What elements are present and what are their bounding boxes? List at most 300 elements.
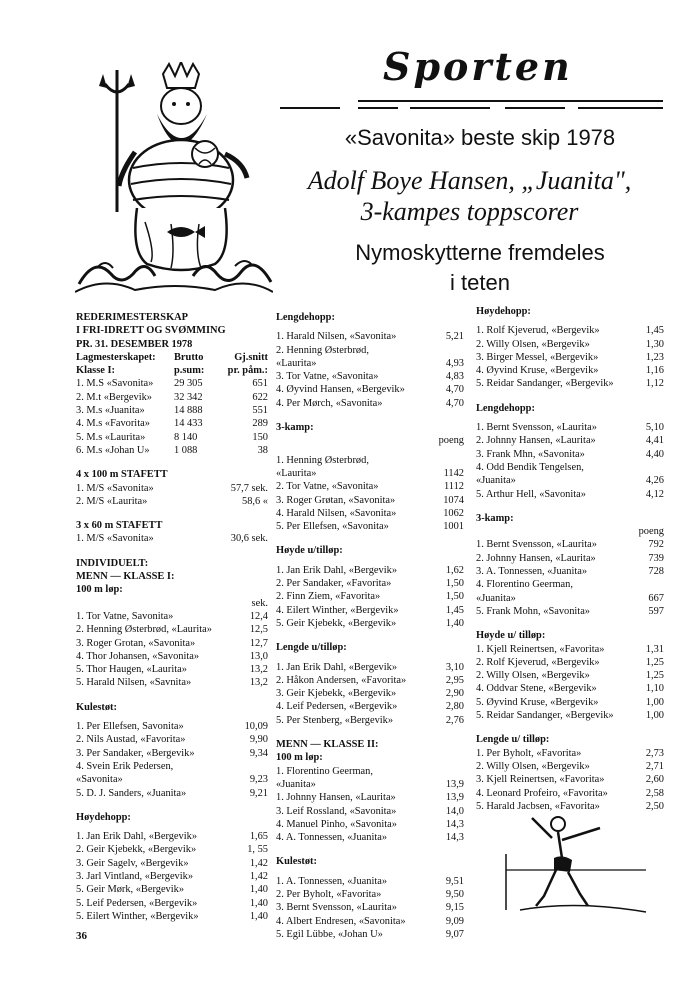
result-value: 2,90 <box>445 688 464 700</box>
result-name: 2. M/S «Laurita» <box>76 495 148 507</box>
result-row <box>276 661 464 674</box>
result-row <box>476 696 664 709</box>
result-name: 4. Albert Endresen, «Savonita» <box>276 915 406 927</box>
section-masthead: Sporten <box>383 44 573 89</box>
result-row <box>276 590 464 603</box>
headline-1: «Savonita» beste skip 1978 <box>344 125 616 150</box>
result-name: 4. Manuel Pinho, «Savonita» <box>276 818 397 830</box>
result-name: 4. A. Tonnessen, «Juanita» <box>276 832 388 844</box>
lengde-u-tillop-k2-title: Lengde u/ tilløp: <box>476 734 550 746</box>
result-value: 4,41 <box>645 435 664 447</box>
result-row <box>476 448 664 461</box>
result-row <box>76 897 268 910</box>
result-value: 1,50 <box>445 591 464 603</box>
result-value: 1,12 <box>645 378 664 390</box>
trekamp-k2-list <box>476 538 664 618</box>
result-name: «Savonita» <box>76 774 123 786</box>
result-name: «Laurita» <box>276 357 317 369</box>
team-average: 551 <box>252 405 268 417</box>
result-name: 1. Jan Erik Dahl, «Bergevik» <box>76 831 198 843</box>
result-name: 1. Johnny Hansen, «Laurita» <box>276 792 396 804</box>
result-value: 9,21 <box>249 787 268 799</box>
hoyde-u-tillop-k2-list <box>476 643 664 723</box>
dash-rule <box>505 107 565 109</box>
column-3 <box>476 305 664 813</box>
result-row <box>76 610 268 623</box>
result-value: 2,73 <box>645 747 664 759</box>
headline-3 <box>300 238 660 298</box>
result-row <box>476 461 664 474</box>
result-name: 5. Geir Kjebekk, «Bergevik» <box>276 617 397 629</box>
result-row <box>276 617 464 630</box>
result-row <box>276 805 464 818</box>
stafett-1-title: 4 x 100 m STAFETT <box>76 469 168 481</box>
result-row <box>476 760 664 773</box>
result-value: 1001 <box>443 521 464 533</box>
result-name: 4. Leonard Profeiro, «Favorita» <box>476 787 608 799</box>
result-name: 4. Per Mørch, «Savonita» <box>276 397 383 409</box>
lengde-u-tillop-k2-list <box>476 747 664 813</box>
result-name: 3. Geir Kjebekk, «Bergevik» <box>276 688 397 700</box>
result-row <box>76 720 268 733</box>
result-name: 3. Kjell Reinertsen, «Favorita» <box>476 774 605 786</box>
result-name: 2. Nils Austad, «Favorita» <box>76 734 186 746</box>
result-value: 1,42 <box>249 870 268 882</box>
result-value: 13,2 <box>249 664 268 676</box>
col1-title-3: PR. 31. DESEMBER 1978 <box>76 338 193 350</box>
result-row <box>276 454 464 467</box>
result-name: 5. Øyvind Kruse, «Bergevik» <box>476 696 599 708</box>
th-c: pr. påm.: <box>227 365 268 377</box>
th-a: Klasse I: <box>76 365 115 377</box>
result-value: 2,95 <box>445 674 464 686</box>
trekamp-unit: poeng <box>438 435 464 447</box>
headline-2-line-1: Adolf Boye Hansen, „Juanita", <box>307 166 632 195</box>
result-row <box>276 818 464 831</box>
result-row <box>276 577 464 590</box>
result-name: 5. Geir Mørk, «Bergevik» <box>76 884 185 896</box>
result-name: 1. Rolf Kjeverud, «Bergevik» <box>476 325 600 337</box>
result-name: 4. Florentino Geerman, <box>476 579 573 591</box>
result-row <box>76 733 268 746</box>
result-value: 13,9 <box>445 792 464 804</box>
headline-3-line-2: i teten <box>450 270 510 295</box>
result-name: 1. Per Byholt, «Favorita» <box>476 747 582 759</box>
team-row <box>76 377 268 390</box>
result-value: 1,00 <box>645 710 664 722</box>
result-value: 1,45 <box>445 604 464 616</box>
result-value: 4,12 <box>645 488 664 500</box>
result-value: 728 <box>648 566 664 578</box>
result-row <box>476 747 664 760</box>
result-name: 2. Per Sandaker, «Favorita» <box>276 578 392 590</box>
result-name: 4. Oddvar Stene, «Bergevik» <box>476 683 597 695</box>
result-row <box>76 676 268 689</box>
result-name: 3. Geir Sagelv, «Bergevik» <box>76 857 189 869</box>
result-value: 1, 55 <box>247 844 268 856</box>
result-value: 14,3 <box>445 832 464 844</box>
result-row <box>476 709 664 722</box>
team-name: 3. M.s «Juanita» <box>76 405 145 417</box>
result-name: 1. Jan Erik Dahl, «Bergevik» <box>276 564 398 576</box>
th-a: Lagmesterskapet: <box>76 351 156 363</box>
result-value: 5,10 <box>645 422 664 434</box>
result-value: 1,62 <box>445 564 464 576</box>
result-name: 5. Reidar Sandanger, «Bergevik» <box>476 710 614 722</box>
headline-2 <box>272 165 667 227</box>
result-name: 1. Jan Erik Dahl, «Bergevik» <box>276 661 398 673</box>
result-row <box>276 700 464 713</box>
result-row <box>276 494 464 507</box>
hoyde-u-tillop-title: Høyde u/tilløp: <box>276 545 343 557</box>
result-value: 1,40 <box>249 910 268 922</box>
result-value: 1,50 <box>445 578 464 590</box>
result-name: 3. Jarl Vintland, «Bergevik» <box>76 870 194 882</box>
kulestot-list <box>76 720 268 800</box>
result-row <box>76 843 268 856</box>
result-row <box>276 765 464 778</box>
result-value: 10,09 <box>244 721 268 733</box>
result-value: 9,23 <box>249 774 268 786</box>
result-row <box>276 791 464 804</box>
hoydehopp-list <box>76 830 268 923</box>
result-value: 1,16 <box>645 365 664 377</box>
hoyde-u-tillop-k2-title: Høyde u/ tilløp: <box>476 630 546 642</box>
dash-rule <box>280 107 340 109</box>
team-row <box>76 444 268 457</box>
result-value: 3,10 <box>445 661 464 673</box>
result-row <box>276 778 464 791</box>
result-value: 1,25 <box>645 656 664 668</box>
result-row <box>276 875 464 888</box>
result-name: 1. Florentino Geerman, <box>276 765 373 777</box>
result-name: 2. Willy Olsen, «Bergevik» <box>476 338 590 350</box>
result-name: «Juanita» <box>276 778 316 790</box>
kulestot-k2-title: Kulestøt: <box>276 856 317 868</box>
result-name: 1. Bernt Svensson, «Laurita» <box>476 422 597 434</box>
result-value: 9,07 <box>445 928 464 940</box>
result-row <box>476 364 664 377</box>
result-name: 5. Eilert Winther, «Bergevik» <box>76 910 199 922</box>
result-value: 13,0 <box>249 650 268 662</box>
result-name: 1. Per Ellefsen, Savonita» <box>76 721 184 733</box>
result-value: 12,5 <box>249 624 268 636</box>
result-name: 3. Birger Messel, «Bergevik» <box>476 351 599 363</box>
headline-3-line-1: Nymoskytterne fremdeles <box>355 240 605 265</box>
team-row <box>76 404 268 417</box>
result-value: 12,7 <box>249 637 268 649</box>
th-b: Brutto <box>174 351 204 363</box>
result-name: 4. Eilert Winther, «Bergevik» <box>276 604 399 616</box>
result-value: 1,25 <box>645 670 664 682</box>
result-value: 14,3 <box>445 818 464 830</box>
result-value: 13,2 <box>249 677 268 689</box>
lengdehopp-k2-list <box>476 421 664 501</box>
result-name: 2. Johnny Hansen, «Laurita» <box>476 435 596 447</box>
result-name: 1. Tor Vatne, Savonita» <box>76 610 174 622</box>
result-name: 2. Willy Olsen, «Bergevik» <box>476 760 590 772</box>
hoydehopp-k2-title: Høydehopp: <box>476 306 531 317</box>
result-name: 3. Per Sandaker, «Bergevik» <box>76 747 195 759</box>
result-name: 4. Svein Erik Pedersen, <box>76 760 174 772</box>
result-row <box>276 901 464 914</box>
result-row <box>476 656 664 669</box>
result-row <box>476 682 664 695</box>
result-row <box>76 663 268 676</box>
result-row <box>76 883 268 896</box>
result-name: 5. Frank Mohn, «Savonita» <box>476 605 591 617</box>
team-brutto: 32 342 <box>174 391 203 403</box>
result-row <box>476 552 664 565</box>
team-name: 4. M.s «Favorita» <box>76 418 150 430</box>
result-value: 2,71 <box>645 760 664 772</box>
result-row <box>476 434 664 447</box>
result-name: «Laurita» <box>276 467 317 479</box>
result-row <box>476 538 664 551</box>
result-value: 13,9 <box>445 778 464 790</box>
team-average: 289 <box>252 418 268 430</box>
result-value: 1,40 <box>445 617 464 629</box>
result-row <box>76 747 268 760</box>
lengde-u-tillop-list <box>276 661 464 727</box>
result-name: 3. A. Tonnessen, «Juanita» <box>476 566 588 578</box>
result-value: 2,60 <box>645 774 664 786</box>
team-table <box>76 377 268 457</box>
result-row <box>76 773 268 786</box>
result-name: 2. Henning Østerbrød, <box>276 344 369 356</box>
result-value: 4,83 <box>445 371 464 383</box>
result-value: 1,40 <box>249 897 268 909</box>
result-value: 9,90 <box>249 734 268 746</box>
m100-k2-title: 100 m løp: <box>276 752 323 764</box>
team-table-header <box>76 351 268 364</box>
result-value: 2,80 <box>445 701 464 713</box>
result-row <box>476 669 664 682</box>
team-brutto: 14 888 <box>174 405 203 417</box>
masthead-rule <box>358 100 663 102</box>
result-value: 1062 <box>443 507 464 519</box>
result-row <box>276 714 464 727</box>
result-value: 57,7 sek. <box>230 482 268 494</box>
result-name: 1. Henning Østerbrød, <box>276 454 369 466</box>
result-row <box>276 687 464 700</box>
result-name: «Juanita» <box>476 475 516 487</box>
result-row <box>476 643 664 656</box>
result-value: 4,70 <box>445 397 464 409</box>
result-name: 1. Kjell Reinertsen, «Favorita» <box>476 643 605 655</box>
result-value: 4,93 <box>445 357 464 369</box>
hoydehopp-title: Høydehopp: <box>76 811 131 823</box>
result-row <box>276 370 464 383</box>
team-name: 2. M.t «Bergevik» <box>76 391 153 403</box>
result-name: 2. Tor Vatne, «Savonita» <box>276 481 379 493</box>
result-value: 792 <box>648 539 664 551</box>
result-row <box>76 870 268 883</box>
result-value: 9,15 <box>445 902 464 914</box>
trekamp-k2-unit: poeng <box>638 526 664 538</box>
team-table-header <box>76 364 268 377</box>
result-value: 1,45 <box>645 325 664 337</box>
result-row <box>276 480 464 493</box>
result-name: 5. Thor Haugen, «Laurita» <box>76 664 187 676</box>
result-row <box>276 831 464 844</box>
result-name: 2. Per Byholt, «Favorita» <box>276 888 382 900</box>
result-row <box>476 351 664 364</box>
result-name: 2. Finn Ziem, «Favorita» <box>276 591 381 603</box>
result-value: 12,4 <box>249 610 268 622</box>
result-row <box>476 421 664 434</box>
result-row <box>76 830 268 843</box>
result-row <box>276 467 464 480</box>
team-average: 651 <box>252 378 268 390</box>
team-brutto: 8 140 <box>174 431 198 443</box>
result-row <box>76 650 268 663</box>
trekamp-title: 3-kamp: <box>276 422 314 434</box>
result-name: 2. Geir Kjebekk, «Bergevik» <box>76 844 197 856</box>
menn-klasse-2-title: MENN — KLASSE II: <box>276 739 379 751</box>
result-row <box>276 344 464 357</box>
m100-k2-list <box>276 765 464 845</box>
result-name: 3. Frank Mhn, «Savonita» <box>476 448 585 460</box>
result-name: 5. Per Stenberg, «Bergevik» <box>276 714 394 726</box>
result-value: 1,40 <box>249 884 268 896</box>
result-name: 5. Egil Lübbe, «Johan U» <box>276 928 383 940</box>
result-value: 1074 <box>443 494 464 506</box>
dash-rule <box>578 107 663 109</box>
result-row <box>476 592 664 605</box>
result-row <box>76 787 268 800</box>
result-row <box>476 773 664 786</box>
result-row <box>476 565 664 578</box>
result-value: 2,50 <box>645 800 664 812</box>
result-row <box>276 564 464 577</box>
result-row <box>276 674 464 687</box>
result-name: 5. Per Ellefsen, «Savonita» <box>276 521 389 533</box>
result-row <box>76 482 268 495</box>
result-value: 58,6 « <box>242 495 268 507</box>
column-2 <box>276 311 464 941</box>
result-name: 1. Bernt Svensson, «Laurita» <box>476 539 597 551</box>
team-row <box>76 431 268 444</box>
result-row <box>76 623 268 636</box>
result-value: 30,6 sek. <box>230 533 268 545</box>
stafett-2-list <box>76 532 268 545</box>
result-row <box>276 507 464 520</box>
result-name: 4. Harald Nilsen, «Savonita» <box>276 507 397 519</box>
m100-list <box>76 610 268 690</box>
kulestot-title: Kulestøt: <box>76 701 117 713</box>
result-value: 1,00 <box>645 696 664 708</box>
result-name: 1. M/S «Savonita» <box>76 482 154 494</box>
result-row <box>476 474 664 487</box>
result-row <box>276 604 464 617</box>
result-value: 1,23 <box>645 351 664 363</box>
result-row <box>76 637 268 650</box>
result-value: 1,65 <box>249 831 268 843</box>
result-name: 2. Håkon Andersen, «Favorita» <box>276 674 407 686</box>
stafett-2-title: 3 x 60 m STAFETT <box>76 520 163 532</box>
result-name: 4. Thor Johansen, «Savonita» <box>76 650 200 662</box>
result-name: 5. D. J. Sanders, «Juanita» <box>76 787 187 799</box>
individual-title: INDIVIDUELT: <box>76 557 149 569</box>
lengde-u-tillop-title: Lengde u/tilløp: <box>276 642 347 654</box>
col1-title-2: I FRI-IDRETT OG SVØMMING <box>76 325 226 337</box>
team-name: 1. M.S «Savonita» <box>76 378 154 390</box>
result-name: 3. Roger Grotan, «Savonita» <box>76 637 196 649</box>
trekamp-list <box>276 454 464 534</box>
page-number: 36 <box>76 930 87 942</box>
result-value: 667 <box>648 592 664 604</box>
team-average: 622 <box>252 391 268 403</box>
result-name: 5. Arthur Hell, «Savonita» <box>476 488 586 500</box>
th-c: Gj.snitt <box>234 351 268 363</box>
team-brutto: 29 305 <box>174 378 203 390</box>
team-brutto: 1 088 <box>174 444 198 456</box>
kulestot-k2-list <box>276 875 464 941</box>
result-name: 4. Odd Bendik Tengelsen, <box>476 461 584 473</box>
result-row <box>76 495 268 508</box>
result-name: 5. Leif Pedersen, «Bergevik» <box>76 897 198 909</box>
result-name: 2. Johnny Hansen, «Laurita» <box>476 552 596 564</box>
result-row <box>276 915 464 928</box>
result-row <box>276 397 464 410</box>
team-name: 6. M.s «Johan U» <box>76 444 150 456</box>
result-row <box>476 377 664 390</box>
result-name: 3. Tor Vatne, «Savonita» <box>276 371 379 383</box>
result-row <box>276 928 464 941</box>
result-row <box>476 787 664 800</box>
athlete-sketch <box>496 810 656 918</box>
result-row <box>476 578 664 591</box>
result-value: 4,40 <box>645 448 664 460</box>
result-value: 597 <box>648 605 664 617</box>
column-1 <box>76 311 268 923</box>
result-name: 5. Harald Nilsen, «Savnita» <box>76 677 192 689</box>
result-value: 4,26 <box>645 475 664 487</box>
result-value: 9,34 <box>249 747 268 759</box>
result-value: 9,50 <box>445 888 464 900</box>
result-row <box>276 330 464 343</box>
result-value: 14,0 <box>445 805 464 817</box>
result-value: 1,31 <box>645 643 664 655</box>
result-value: 5,21 <box>445 331 464 343</box>
result-name: 2. Henning Østerbrød, «Laurita» <box>76 624 212 636</box>
m100-unit: sek. <box>251 597 268 609</box>
result-name: 4. Øyvind Kruse, «Bergevik» <box>476 365 599 377</box>
result-name: 2. Rolf Kjeverud, «Bergevik» <box>476 656 600 668</box>
team-row <box>76 417 268 430</box>
team-average: 38 <box>257 444 268 456</box>
result-name: «Juanita» <box>476 592 516 604</box>
result-name: 2. Willy Olsen, «Bergevik» <box>476 670 590 682</box>
result-name: 4. Øyvind Hansen, «Bergevik» <box>276 384 405 396</box>
result-row <box>476 605 664 618</box>
result-value: 9,09 <box>445 915 464 927</box>
col1-title-1: REDERIMESTERSKAP <box>76 312 189 323</box>
result-value: 1,10 <box>645 683 664 695</box>
result-name: 4. Leif Pedersen, «Bergevik» <box>276 701 398 713</box>
result-name: 3. Roger Grøtan, «Savonita» <box>276 494 396 506</box>
lengdehopp-k2-title: Lengdehopp: <box>476 402 535 414</box>
result-value: 9,51 <box>445 875 464 887</box>
result-row <box>276 520 464 533</box>
result-row <box>476 338 664 351</box>
result-row <box>276 383 464 396</box>
team-row <box>76 391 268 404</box>
neptune-illustration <box>75 62 273 294</box>
result-row <box>476 488 664 501</box>
team-name: 5. M.s «Laurita» <box>76 431 146 443</box>
